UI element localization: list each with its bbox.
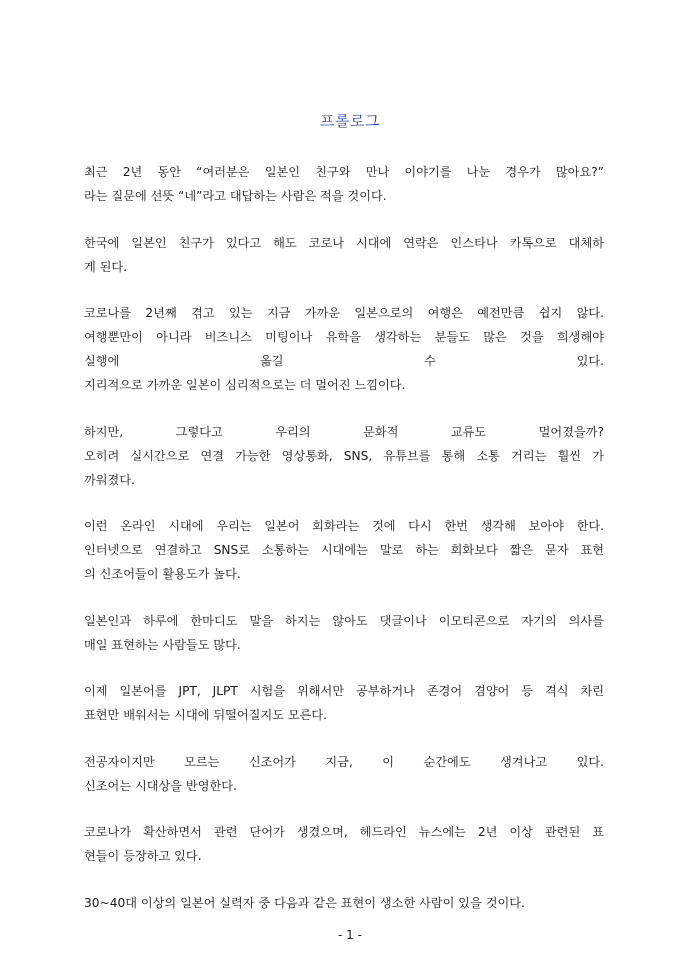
text-line: 전공자이지만 모르는 신조어가 지금, 이 순간에도 생겨나고 있다. xyxy=(84,754,604,769)
paragraph xyxy=(84,820,604,868)
page-title: 프롤로그 xyxy=(320,112,380,130)
text-line: 이런 온라인 시대에 우리는 일본어 회화라는 것에 다시 한번 생각해 보아야 한다. xyxy=(84,519,604,533)
text-line: 여행뿐만이 아니라 비즈니스 미팅이나 유학을 생각하는 분들도 많은 것을 희생해야 xyxy=(84,330,604,344)
text-line: 이제 일본어를 JPT, JLPT 시험을 위해서만 공부하거나 존경어 겸양어 등 격식 차린 xyxy=(84,684,604,698)
paragraph xyxy=(84,160,604,208)
document-body xyxy=(84,160,604,937)
text-line: 오히려 실시간으로 연결 가능한 영상통화, SNS, 유튜브를 통해 소통 거리는 훨씬 가 xyxy=(84,448,604,463)
text-line: 신조어는 시대상을 반영한다. xyxy=(84,778,237,793)
text-line: 매일 표현하는 사람들도 많다. xyxy=(84,637,241,652)
text-line: 코로나를 2년째 겪고 있는 지금 가까운 일본으로의 여행은 예전만큼 쉽지 않다. xyxy=(84,306,604,320)
paragraph xyxy=(84,679,604,727)
page-number: - 1 - xyxy=(338,928,362,942)
text-line: 30~40대 이상의 일본어 실력자 중 다음과 같은 표현이 생소한 사람이 있을 것이다. xyxy=(84,895,525,910)
paragraph xyxy=(84,514,604,586)
text-line: 라는 질문에 선뜻 “네”라고 대답하는 사람은 적을 것이다. xyxy=(84,189,387,203)
paragraph xyxy=(84,750,604,798)
paragraph xyxy=(84,420,604,492)
text-line: 까워졌다. xyxy=(84,472,135,487)
text-line: 현들이 등장하고 있다. xyxy=(84,849,202,863)
text-line: 실행에 옮길 수 있다. xyxy=(84,354,604,368)
text-line: 표현만 배워서는 시대에 뒤떨어질지도 모른다. xyxy=(84,708,328,722)
paragraph xyxy=(84,301,604,397)
text-line: 최근 2년 동안 “여러분은 일본인 친구와 만나 이야기를 나눈 경우가 많아요?” xyxy=(84,165,604,179)
text-line: 지리적으로 가까운 일본이 심리적으로는 더 멀어진 느낌이다. xyxy=(84,378,406,392)
text-line: 한국에 일본인 친구가 있다고 해도 코로나 시대에 연락은 인스타나 카톡으로 대체하 xyxy=(84,235,604,250)
paragraph xyxy=(84,891,604,915)
text-line: 게 된다. xyxy=(84,259,128,274)
text-line: 하지만, 그렇다고 우리의 문화적 교류도 멀어졌을까? xyxy=(84,424,604,439)
text-line: 일본인과 하루에 한마디도 말을 하지는 않아도 댓글이나 이모티콘으로 자기의 의사를 xyxy=(84,613,604,628)
text-line: 의 신조어들이 활용도가 높다. xyxy=(84,567,241,581)
text-line: 코로나가 확산하면서 관련 단어가 생겼으며, 헤드라인 뉴스에는 2년 이상 관련된 표 xyxy=(84,825,604,839)
paragraph xyxy=(84,231,604,279)
text-line: 인터넷으로 연결하고 SNS로 소통하는 시대에는 말로 하는 회화보다 짧은 문자 표현 xyxy=(84,543,604,557)
paragraph xyxy=(84,609,604,657)
